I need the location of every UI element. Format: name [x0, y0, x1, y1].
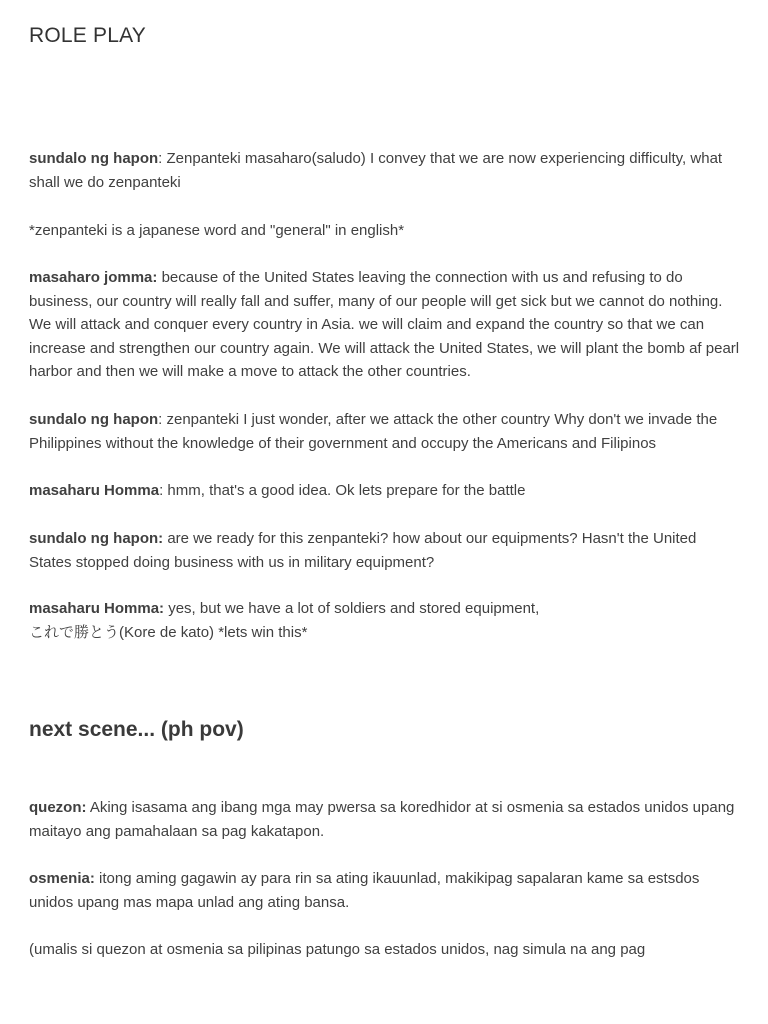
section-heading: next scene... (ph pov) [29, 718, 244, 741]
speaker-separator: : [158, 150, 167, 167]
speaker-name: osmenia: [29, 870, 95, 887]
speaker-name: masaharo jomma: [29, 269, 158, 286]
dialogue-text: zenpanteki I just wonder, after we attack the other country Why don't we invade the Philippines without the knowledge of their government and occupy the Americans and Filipinos [29, 411, 718, 452]
dialogue-line [29, 479, 741, 503]
dialogue-line [29, 147, 741, 194]
page-title: ROLE PLAY [29, 24, 146, 47]
speaker-name: sundalo ng hapon: [29, 530, 164, 547]
speaker-separator: : [159, 482, 168, 499]
dialogue-text-japanese: これで勝とう(Kore de kato) *lets win this* [29, 623, 308, 641]
dialogue-text: hmm, that's a good idea. Ok lets prepare for the battle [167, 482, 526, 499]
dialogue-text: yes, but we have a lot of soldiers and stored equipment, [168, 600, 540, 617]
dialogue-line [29, 796, 741, 843]
narration-line [29, 938, 741, 962]
dialogue-text: are we ready for this zenpanteki? how about our equipments? Hasn't the United States stopped doing business with us in military equipment? [29, 530, 697, 571]
dialogue-line [29, 867, 741, 914]
note-line [29, 219, 741, 243]
dialogue-text: Zenpanteki masaharo(saludo) I convey that we are now experiencing difficulty, what shall we do zenpanteki [29, 150, 723, 191]
dialogue-line [29, 527, 741, 574]
narration-text: (umalis si quezon at osmenia sa pilipinas patungo sa estados unidos, nag simula na ang pag [29, 941, 646, 958]
speaker-name: masaharu Homma [29, 482, 160, 499]
speaker-separator: : [158, 411, 167, 428]
speaker-name: masaharu Homma: [29, 600, 165, 617]
dialogue-line [29, 266, 741, 384]
speaker-name: sundalo ng hapon [29, 150, 159, 167]
dialogue-text: Aking isasama ang ibang mga may pwersa sa koredhidor at si osmenia sa estados unidos upang maitayo ang pamahalaan sa pag kakatapon. [29, 799, 735, 840]
speaker-name: quezon: [29, 799, 87, 816]
dialogue-text: because of the United States leaving the connection with us and refusing to do business, our country will really fall and suffer, many of our people will get sick but we cannot do nothing. We will attack and conquer every country in Asia. we will claim and expand the country so that we can increase and strengthen our country again. We will attack the United States, we will plant the bomb af pearl harbor and then we will make a move to attack the other countries. [29, 269, 740, 380]
speaker-name: sundalo ng hapon [29, 411, 159, 428]
dialogue-line [29, 597, 741, 644]
dialogue-line [29, 408, 741, 455]
dialogue-text: itong aming gagawin ay para rin sa ating ikauunlad, makikipag sapalaran kame sa estsdos unidos upang mas mapa unlad ang ating bansa. [29, 870, 700, 911]
note-text: *zenpanteki is a japanese word and "general" in english* [29, 222, 405, 239]
